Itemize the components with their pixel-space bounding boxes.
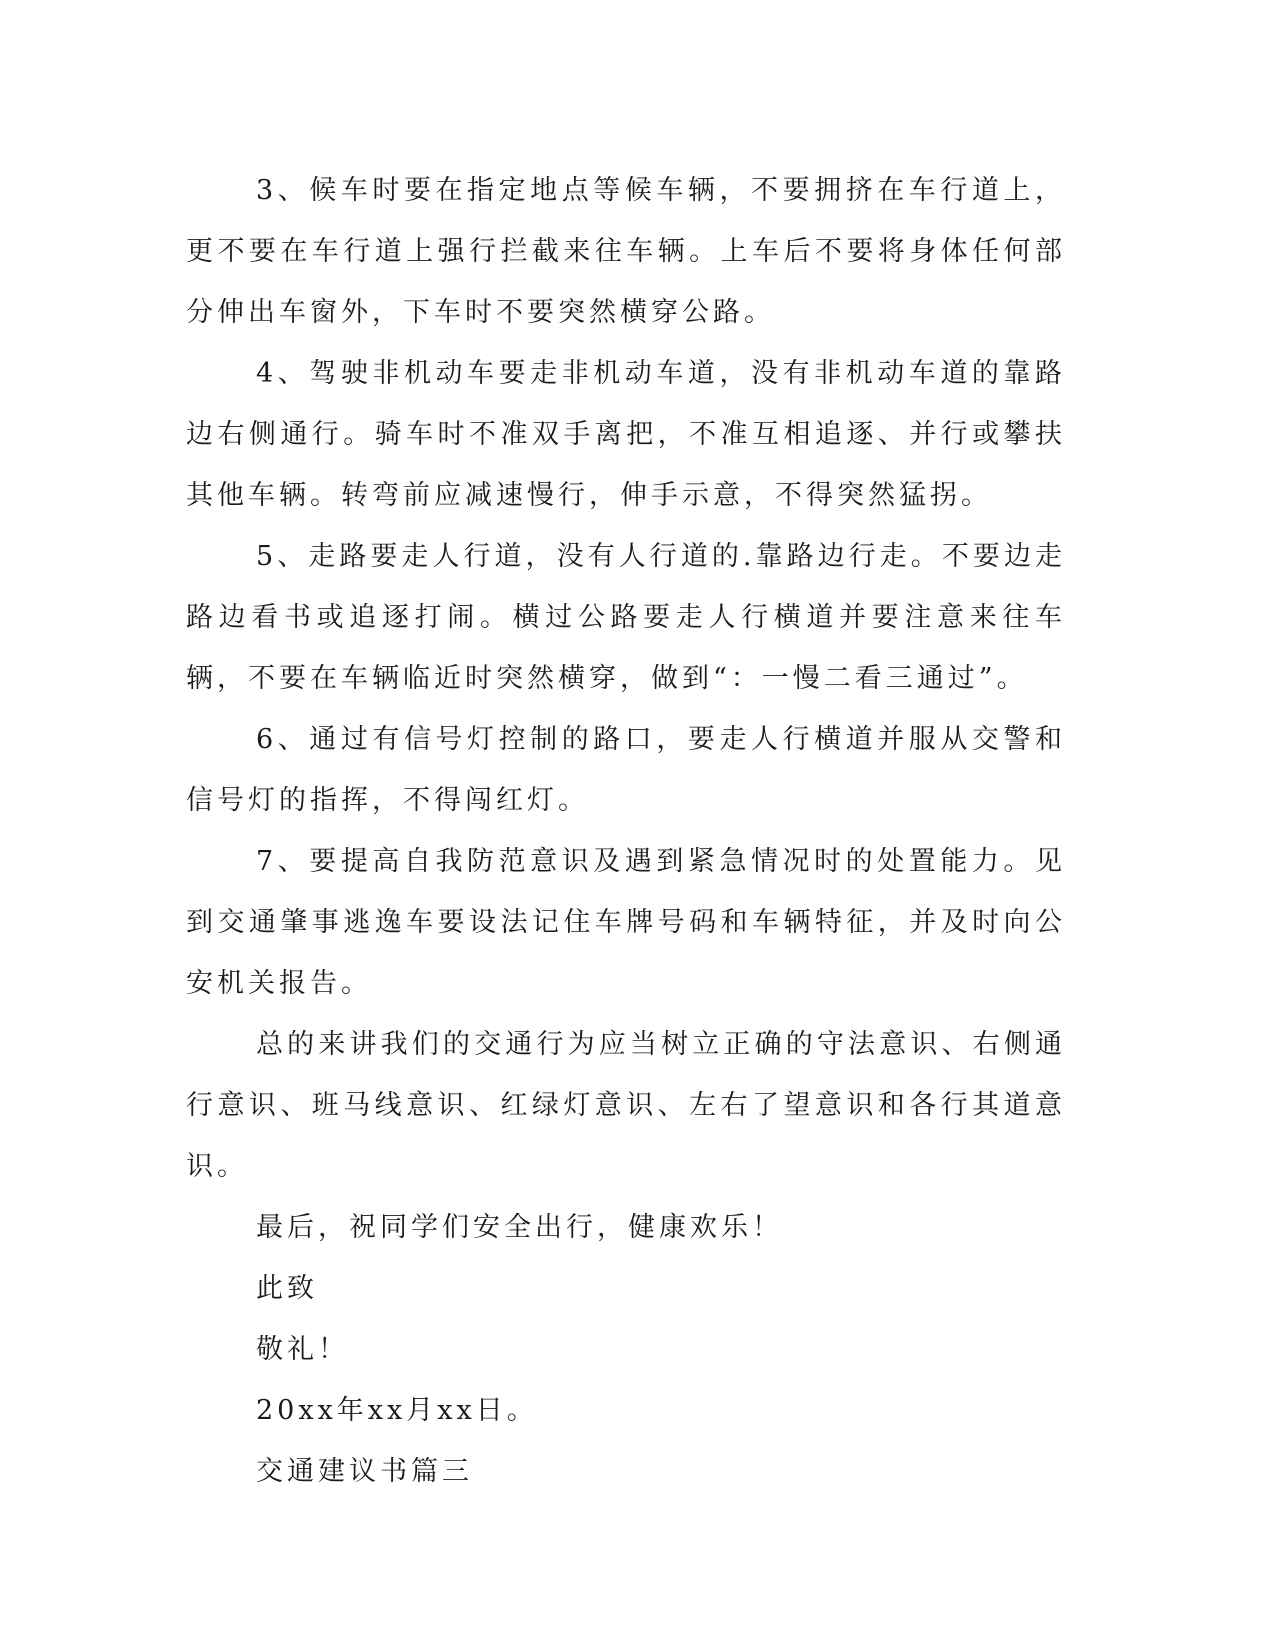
paragraph-summary: 总的来讲我们的交通行为应当树立正确的守法意识、右侧通行意识、班马线意识、红绿灯意识、左右了望意识和各行其道意识。 [186,1029,1066,1182]
letter-date: 20xx年xx月xx日。 [256,1395,538,1426]
salutation-cizhi: 此致 [256,1273,318,1304]
letter-body [186,160,1066,1502]
paragraph-rule-7: 7、要提高自我防范意识及遇到紧急情况时的处置能力。见到交通肇事逃逸车要设法记住车牌号码和车辆特征，并及时向公安机关报告。 [186,846,1066,999]
paragraph-rule-3: 3、候车时要在指定地点等候车辆，不要拥挤在车行道上，更不要在车行道上强行拦截来往车辆。上车后不要将身体任何部分伸出车窗外，下车时不要突然横穿公路。 [186,175,1066,328]
salutation-jingli: 敬礼！ [256,1334,349,1365]
paragraph-rule-4: 4、驾驶非机动车要走非机动车道，没有非机动车道的靠路边右侧通行。骑车时不准双手离把，不准互相追逐、并行或攀扶其他车辆。转弯前应减速慢行，伸手示意，不得突然猛拐。 [186,358,1066,511]
paragraph-rule-6: 6、通过有信号灯控制的路口，要走人行横道并服从交警和信号灯的指挥，不得闯红灯。 [186,724,1066,816]
paragraph-rule-5: 5、走路要走人行道，没有人行道的.靠路边行走。不要边走路边看书或追逐打闹。横过公路要走人行横道并要注意来往车辆，不要在车辆临近时突然横穿，做到“：一慢二看三通过”。 [186,541,1066,694]
next-section-title: 交通建议书篇三 [256,1456,473,1487]
closing-wish: 最后，祝同学们安全出行，健康欢乐！ [256,1212,783,1243]
